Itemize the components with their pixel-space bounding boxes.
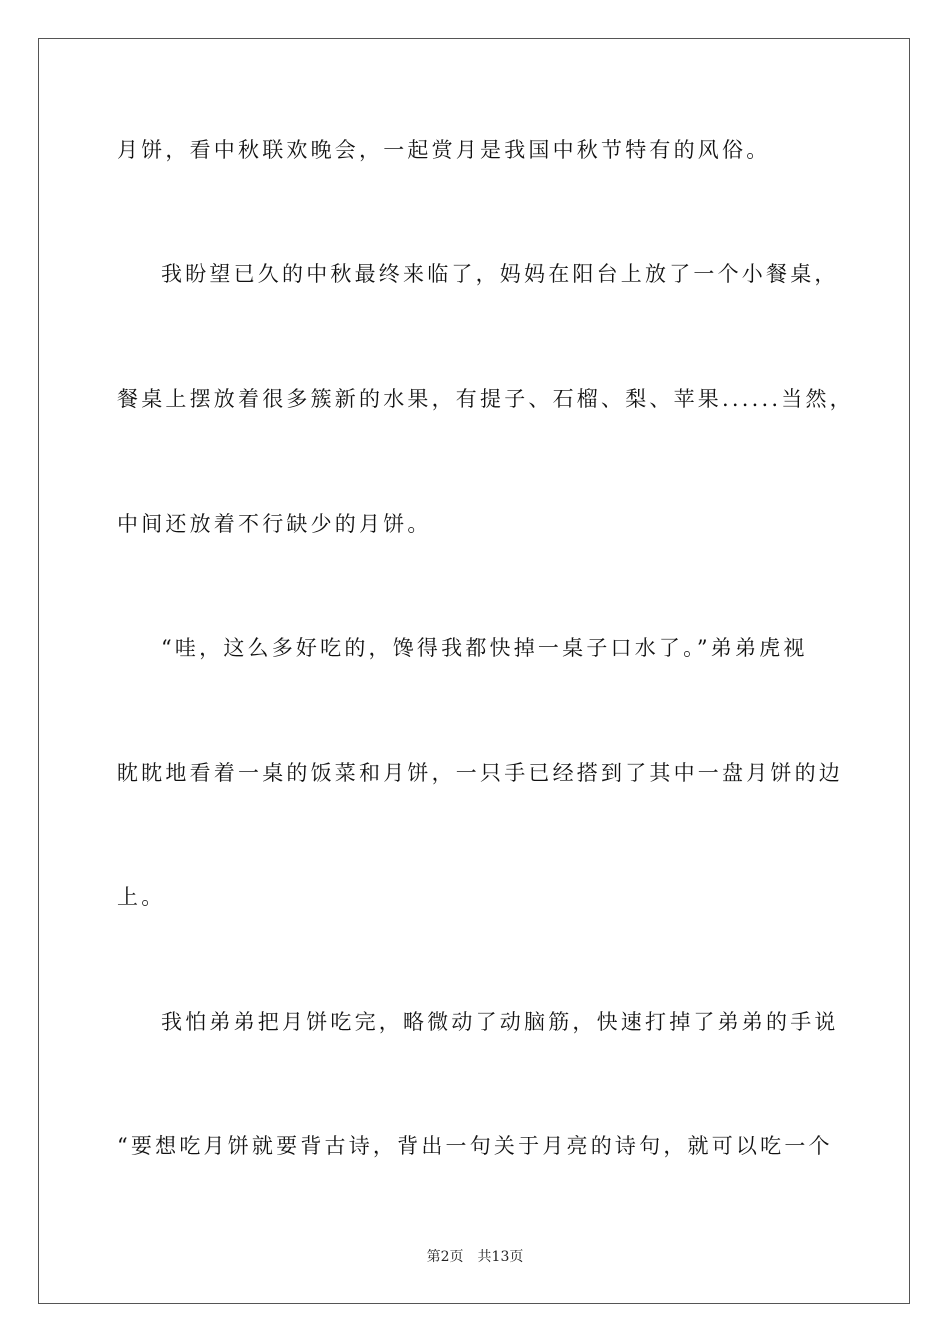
text-line: 餐桌上摆放着很多簇新的水果，有提子、石榴、梨、苹果......当然， bbox=[117, 387, 854, 411]
text-line: “哇，这么多好吃的，馋得我都快掉一桌子口水了。”弟弟虎视 bbox=[161, 636, 808, 660]
text-line: 上。 bbox=[117, 885, 166, 909]
page-total: 共13页 bbox=[477, 1249, 524, 1265]
text-line: 中间还放着不行缺少的月饼。 bbox=[117, 512, 432, 536]
page-footer bbox=[0, 1246, 950, 1266]
page-border bbox=[38, 38, 910, 1304]
text-line: “要想吃月饼就要背古诗，背出一句关于月亮的诗句，就可以吃一个 bbox=[117, 1134, 833, 1158]
text-line: 眈眈地看着一桌的饭菜和月饼，一只手已经搭到了其中一盘月饼的边 bbox=[117, 761, 843, 785]
text-line: 月饼，看中秋联欢晚会，一起赏月是我国中秋节特有的风俗。 bbox=[117, 138, 771, 162]
text-line: 我怕弟弟把月饼吃完，略微动了动脑筋，快速打掉了弟弟的手说 bbox=[161, 1010, 839, 1034]
page-number: 第2页 bbox=[426, 1249, 464, 1265]
text-line: 我盼望已久的中秋最终来临了，妈妈在阳台上放了一个小餐桌， bbox=[161, 262, 839, 286]
